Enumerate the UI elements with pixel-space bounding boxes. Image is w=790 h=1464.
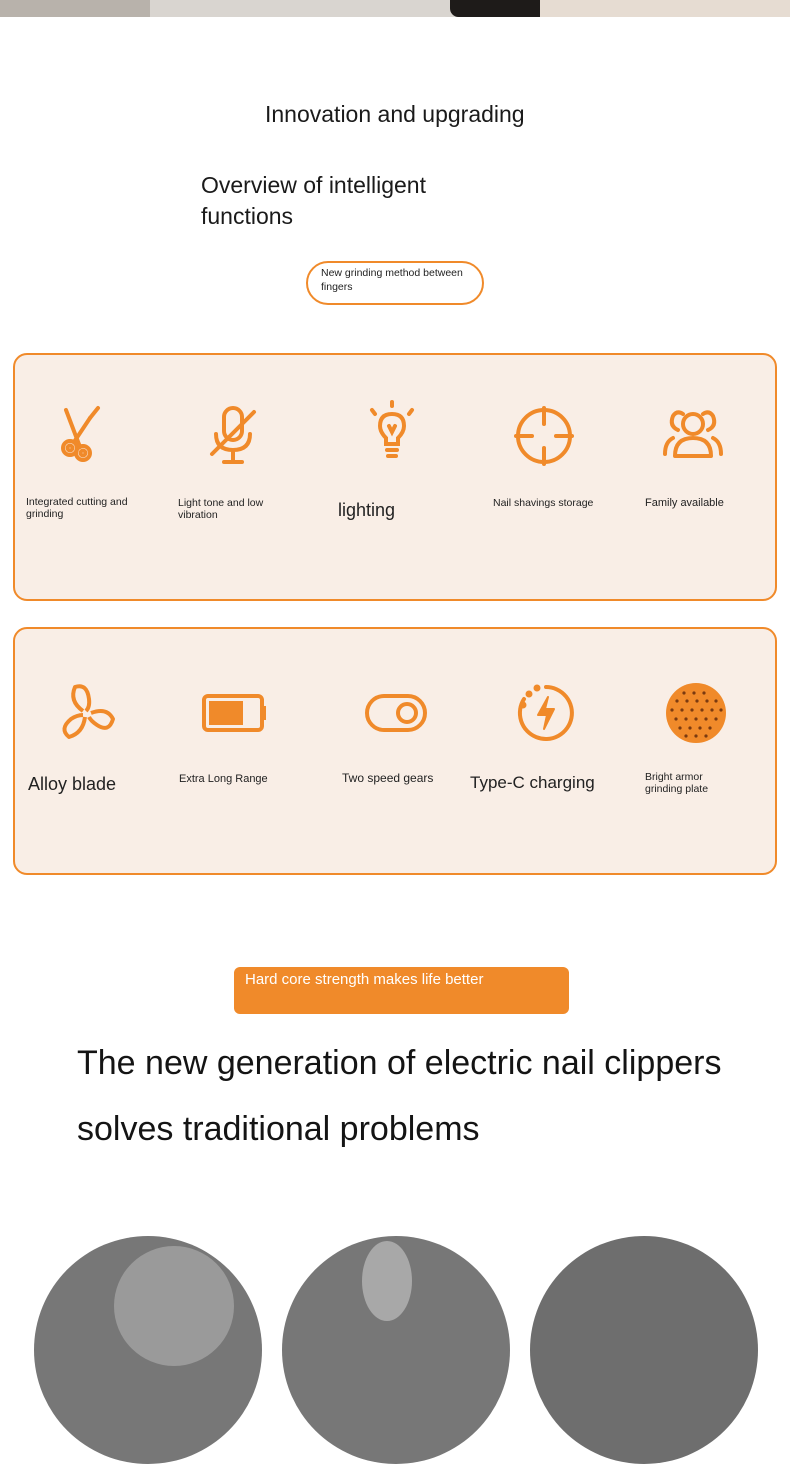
family-icon — [661, 404, 725, 468]
charging-icon — [514, 681, 578, 745]
battery-icon — [202, 682, 266, 746]
feature-label-family: Family available — [645, 497, 724, 509]
grinding-plate-icon — [664, 681, 728, 745]
photo-background — [0, 0, 150, 17]
photo-shade — [114, 1246, 234, 1366]
headline-text: The new generation of electric nail clippers solves traditional problems — [77, 1044, 722, 1148]
features-panel-1 — [13, 353, 777, 601]
top-photo-strip — [0, 0, 790, 17]
feature-label-typec: Type-C charging — [470, 773, 595, 792]
fan-blade-icon — [55, 681, 119, 745]
feature-label-storage: Nail shavings storage — [493, 497, 594, 509]
feature-label-range: Extra Long Range — [179, 773, 268, 785]
innovation-title: Innovation and upgrading — [265, 101, 525, 127]
grinding-method-pill — [306, 261, 484, 305]
feature-label-lighting: lighting — [338, 500, 396, 520]
feature-label-speed: Two speed gears — [342, 771, 434, 785]
strength-banner — [234, 967, 569, 1014]
overview-title: Overview of intelligent functions — [201, 172, 426, 229]
features-panel-2 — [13, 627, 777, 875]
strength-banner-text: Hard core strength makes life better — [245, 971, 484, 988]
lightbulb-icon — [360, 400, 424, 464]
photo-circle-3 — [530, 1236, 758, 1464]
feature-label-cutting: Integrated cutting and grinding — [26, 496, 128, 520]
scissors-icon — [50, 400, 114, 464]
muted-mic-icon — [202, 404, 266, 468]
photo-circle-1 — [34, 1236, 262, 1464]
grinding-method-label: New grinding method between fingers — [321, 267, 463, 293]
feature-label-vibration: Light tone and low vibration — [178, 497, 264, 521]
photo-circle-2 — [282, 1236, 510, 1464]
toggle-icon — [365, 682, 429, 746]
photo-skin — [540, 0, 790, 17]
photo-shade — [362, 1241, 412, 1321]
feature-label-alloy: Alloy blade — [28, 774, 117, 794]
crosshair-icon — [512, 404, 576, 468]
feature-label-plate: Bright armor grinding plate — [645, 771, 709, 795]
